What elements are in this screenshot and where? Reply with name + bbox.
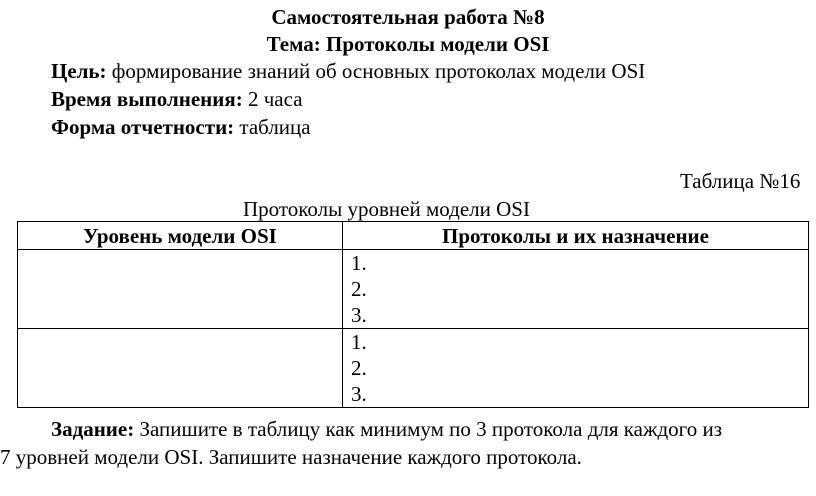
- table-number: Таблица №16: [680, 169, 801, 193]
- report-form-label: Форма отчетности:: [51, 115, 235, 139]
- protocol-item: 2.: [351, 356, 367, 380]
- header-osi-level: Уровень модели OSI: [18, 222, 343, 250]
- protocol-item: 3.: [351, 303, 367, 327]
- protocol-item: 2.: [351, 277, 367, 301]
- report-form-line: [51, 114, 311, 140]
- table-row: [18, 329, 809, 408]
- document-title: Самостоятельная работа №8: [271, 5, 545, 29]
- table-header-row: [18, 222, 809, 250]
- time-label: Время выполнения:: [51, 87, 243, 111]
- task-text: Запишите в таблицу как минимум по 3 протокола для каждого из: [134, 417, 723, 441]
- time-text: 2 часа: [242, 87, 303, 111]
- protocol-item: 1.: [351, 330, 367, 354]
- report-form-text: таблица: [234, 115, 311, 139]
- task-line: [51, 416, 722, 442]
- task-text-continued: 7 уровней модели OSI. Запишите назначение каждого протокола.: [0, 445, 582, 469]
- time-line: [51, 86, 303, 112]
- level-cell[interactable]: [18, 329, 343, 408]
- topic-heading: Тема: Протоколы модели OSI: [266, 32, 550, 56]
- protocol-item: 1.: [351, 251, 367, 275]
- protocol-item: 3.: [351, 382, 367, 406]
- task-label: Задание:: [51, 417, 135, 441]
- table-caption: Протоколы уровней модели OSI: [243, 197, 530, 221]
- protocols-cell[interactable]: [343, 329, 809, 408]
- table-row: [18, 250, 809, 329]
- level-cell[interactable]: [18, 250, 343, 329]
- protocols-cell[interactable]: [343, 250, 809, 329]
- goal-line: [51, 58, 645, 84]
- goal-text: формирование знаний об основных протоколах модели OSI: [106, 59, 646, 83]
- header-protocols-purpose: Протоколы и их назначение: [343, 222, 809, 250]
- goal-label: Цель:: [51, 59, 107, 83]
- osi-protocols-table: [17, 221, 809, 408]
